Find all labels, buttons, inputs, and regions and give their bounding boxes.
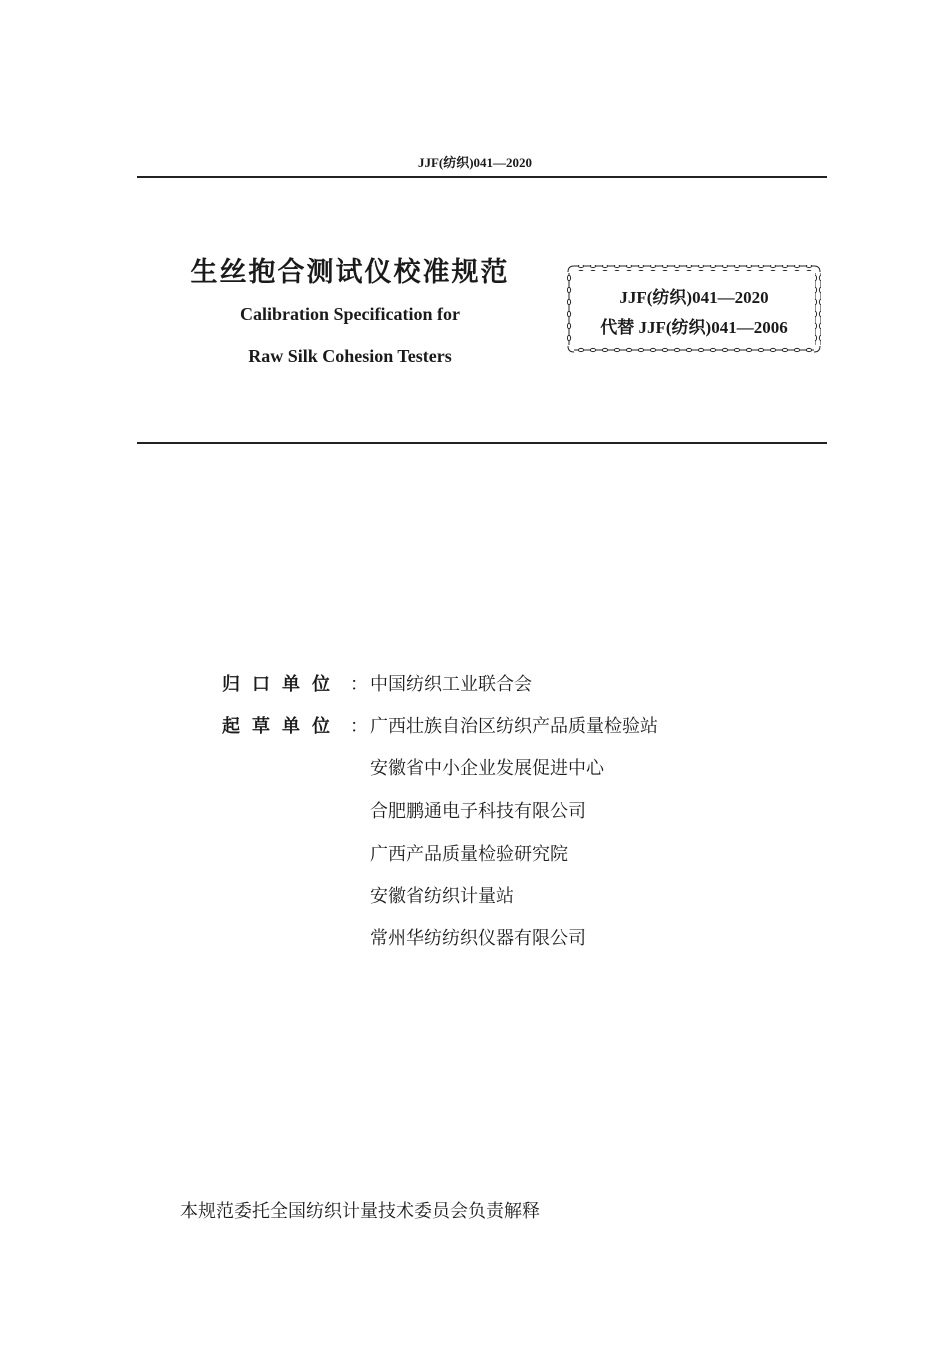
replaces-code: 代替 JJF(纺织)041—2006 <box>600 318 788 337</box>
drafting-unit-colon: ： <box>350 716 368 737</box>
responsible-unit-label: 归口单位 <box>222 674 342 695</box>
drafting-unit-item: 广西壮族自治区纺织产品质量检验站 <box>370 716 658 737</box>
standard-code-box <box>566 263 822 355</box>
title-chinese: 生丝抱合测试仪校准规范 <box>190 257 510 288</box>
drafting-unit-item: 广西产品质量检验研究院 <box>370 844 568 865</box>
bottom-divider <box>137 442 827 444</box>
decorative-chain-border <box>566 263 822 355</box>
drafting-unit-item: 安徽省纺织计量站 <box>370 886 514 907</box>
interpretation-note: 本规范委托全国纺织计量技术委员会负责解释 <box>180 1201 540 1222</box>
drafting-unit-item: 常州华纺纺织仪器有限公司 <box>370 928 586 949</box>
responsible-unit-value: 中国纺织工业联合会 <box>370 674 532 695</box>
drafting-unit-item: 合肥鹏通电子科技有限公司 <box>370 801 586 822</box>
top-divider <box>137 176 827 178</box>
title-english-line2: Raw Silk Cohesion Testers <box>248 346 452 366</box>
standard-code: JJF(纺织)041—2020 <box>619 288 769 307</box>
responsible-unit-colon: ： <box>350 674 368 695</box>
drafting-unit-label: 起草单位 <box>222 716 342 737</box>
title-english-line1: Calibration Specification for <box>240 304 460 324</box>
header-standard-code: JJF(纺织)041—2020 <box>417 155 533 170</box>
drafting-unit-item: 安徽省中小企业发展促进中心 <box>370 758 604 779</box>
